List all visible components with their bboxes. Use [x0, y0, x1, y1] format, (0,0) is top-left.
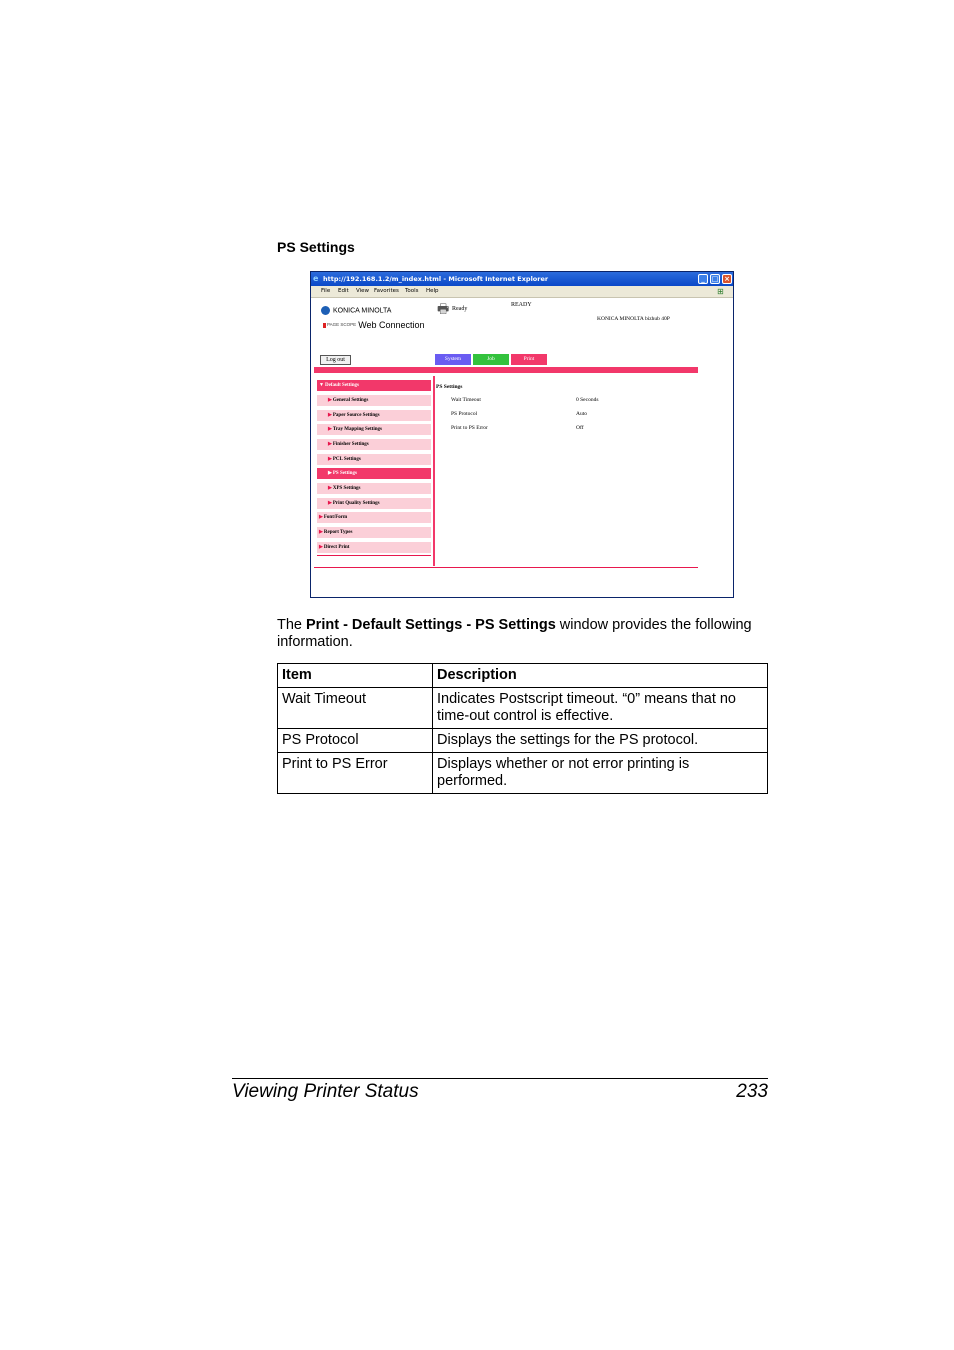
triangle-right-icon: ▶ [319, 545, 323, 550]
brand-name: KONICA MINOLTA [333, 307, 392, 315]
setting-label: Wait Timeout [451, 397, 481, 403]
table-cell-description: Indicates Postscript timeout. “0” means that no time-out control is effective. [433, 688, 768, 729]
table-cell-item: Print to PS Error [278, 753, 433, 794]
sidebar-item-ps-settings[interactable] [317, 468, 431, 479]
web-connection-label: Web Connection [358, 320, 425, 330]
menu-view: View [356, 288, 370, 294]
sidebar-item-label: Report Types [323, 530, 353, 535]
table-cell-item: Wait Timeout [278, 688, 433, 729]
setting-row-ps-protocol [311, 411, 611, 421]
tab-print[interactable]: Print [511, 354, 547, 365]
menu-file: File [321, 288, 331, 294]
setting-value: Off [576, 425, 584, 431]
setting-label: Print to PS Error [451, 425, 488, 431]
tab-system[interactable]: System [435, 354, 471, 365]
window-title: http://192.168.1.2/m_index.html - Microsoft Internet Explorer [323, 275, 549, 283]
sidebar-item-label: Finisher Settings [332, 442, 369, 447]
triangle-down-icon: ▼ [319, 383, 324, 388]
sidebar-item-label: PCL Settings [332, 457, 361, 462]
menu-edit: Edit [338, 288, 349, 294]
column-header-item: Item [278, 664, 433, 688]
sidebar-item-label: Print Quality Settings [332, 501, 380, 506]
triangle-right-icon: ▶ [328, 457, 332, 462]
table-header-row [278, 664, 768, 688]
horizontal-divider [314, 567, 698, 568]
internet-explorer-icon: e [313, 274, 319, 283]
setting-row-wait-timeout [311, 397, 611, 407]
setting-value: 0 Seconds [576, 397, 599, 403]
sidebar-item-label: Tray Mapping Settings [332, 427, 382, 432]
sidebar-divider [317, 555, 431, 556]
sidebar-item-default-settings[interactable] [317, 380, 431, 391]
sidebar-item-label: Direct Print [323, 545, 350, 550]
sidebar-item-print-quality-settings[interactable] [317, 498, 431, 509]
brand-logo-icon [321, 306, 330, 315]
table-cell-description: Displays the settings for the PS protocol. [433, 729, 768, 753]
table-row [278, 753, 768, 794]
column-header-description: Description [433, 664, 768, 688]
setting-row-print-to-ps-error [311, 425, 611, 435]
header-bar [314, 367, 698, 373]
sidebar-item-label: XPS Settings [332, 486, 361, 491]
windows-logo-icon: ⊞ [717, 287, 724, 296]
logout-button[interactable]: Log out [320, 355, 351, 365]
browser-viewport [311, 298, 733, 597]
intro-suffix: window provides the following information. [277, 617, 752, 650]
footer-title: Viewing Printer Status [232, 1081, 419, 1102]
sidebar-item-xps-settings[interactable] [317, 483, 431, 494]
page-number: 233 [736, 1081, 768, 1102]
table-cell-item: PS Protocol [278, 729, 433, 753]
sidebar-item-label: Paper Source Settings [332, 413, 380, 418]
intro-prefix: The [277, 617, 307, 633]
triangle-right-icon: ▶ [328, 398, 332, 403]
printer-status-message: READY [511, 302, 532, 308]
info-table [277, 663, 768, 794]
menu-favorites: Favorites [374, 288, 399, 294]
sidebar-item-label: Default Settings [324, 383, 359, 388]
sidebar-item-label: General Settings [332, 398, 369, 403]
close-icon: × [722, 274, 732, 284]
setting-label: PS Protocol [451, 411, 478, 417]
pagescope-mark: PAGE SCOPE [323, 323, 356, 328]
minimize-icon: _ [698, 274, 708, 284]
menu-bar [311, 286, 733, 298]
table-cell-description: Displays whether or not error printing is performed. [433, 753, 768, 794]
printer-model: KONICA MINOLTA bizhub 40P [597, 316, 670, 322]
menu-tools: Tools [405, 288, 419, 294]
sidebar-item-label: Font/Form [323, 515, 348, 520]
maximize-icon: □ [711, 275, 719, 283]
menu-help: Help [426, 288, 439, 294]
sidebar-item-label: PS Settings [332, 471, 357, 476]
window-titlebar [311, 272, 733, 286]
triangle-right-icon: ▶ [328, 413, 332, 418]
printer-status: Ready [452, 306, 468, 312]
setting-value: Auto [576, 411, 587, 417]
triangle-right-icon: ▶ [328, 501, 332, 506]
sidebar-item-font-form[interactable] [317, 512, 431, 523]
sidebar-item-report-types[interactable] [317, 527, 431, 538]
sidebar-item-finisher-settings[interactable] [317, 439, 431, 450]
browser-screenshot [310, 271, 734, 598]
triangle-right-icon: ▶ [328, 486, 332, 491]
sidebar-item-direct-print[interactable] [317, 542, 431, 553]
triangle-right-icon: ▶ [328, 471, 332, 476]
pagescope-logo [323, 320, 425, 330]
printer-icon: 🖶 [437, 301, 450, 316]
table-row [278, 688, 768, 729]
intro-bold-title: Print - Default Settings - PS Settings [306, 617, 556, 633]
konica-minolta-logo [321, 306, 391, 315]
section-heading: PS Settings [277, 239, 355, 255]
triangle-right-icon: ▶ [319, 530, 323, 535]
tab-job[interactable]: Job [473, 354, 509, 365]
triangle-right-icon: ▶ [319, 515, 323, 520]
intro-paragraph [277, 617, 767, 651]
table-row [278, 729, 768, 753]
footer-rule [232, 1078, 768, 1079]
content-title: PS Settings [436, 384, 463, 390]
triangle-right-icon: ▶ [328, 427, 332, 432]
triangle-right-icon: ▶ [328, 442, 332, 447]
sidebar-item-pcl-settings[interactable] [317, 454, 431, 465]
